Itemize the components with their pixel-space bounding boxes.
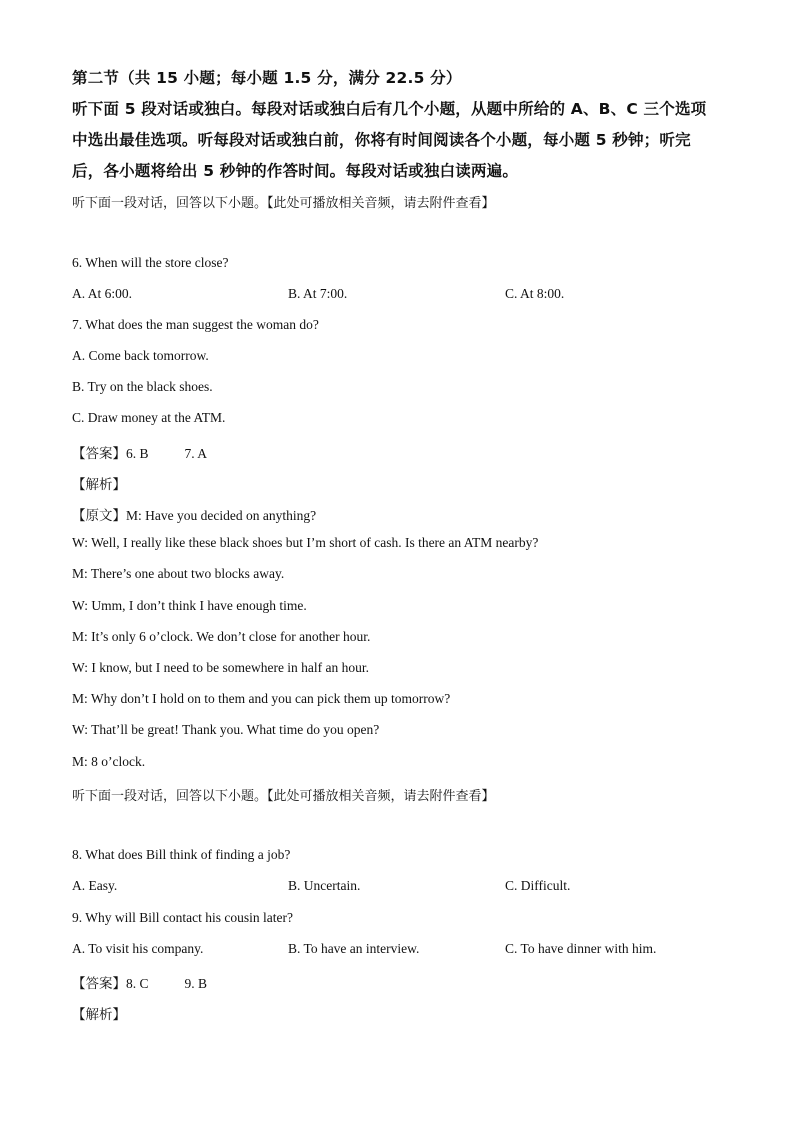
question-6-option-c: C. At 8:00. [505, 286, 565, 301]
dialogue-1-prompt: 听下面一段对话，回答以下小题。【此处可播放相关音频，请去附件查看】 [72, 196, 495, 211]
transcript-line-9: M: 8 o’clock. [72, 754, 146, 769]
question-7-option-b: B. Try on the black shoes. [72, 379, 213, 394]
question-7: 7. What does the man suggest the woman do? [72, 317, 319, 332]
question-7-option-c: C. Draw money at the ATM. [72, 410, 226, 425]
answer-9: 9. B [184, 976, 208, 991]
question-8-option-b: B. Uncertain. [288, 878, 361, 893]
question-8: 8. What does Bill think of finding a job? [72, 847, 291, 862]
question-9: 9. Why will Bill contact his cousin later? [72, 910, 293, 925]
question-8-option-a: A. Easy. [72, 878, 118, 893]
analysis-tag-1: 【解析】 [72, 477, 126, 493]
transcript-line-6: W: I know, but I need to be somewhere in half an hour. [72, 660, 370, 675]
transcript-text: M: Have you decided on anything? [126, 508, 317, 523]
answer-tag: 【答案】 [72, 446, 126, 462]
answer-8: 8. C [126, 976, 149, 991]
question-8-option-c: C. Difficult. [505, 878, 571, 893]
transcript-tag: 【原文】 [72, 508, 126, 524]
instruction-line-2: 中选出最佳选项。听每段对话或独白前，你将有时间阅读各个小题，每小题 5 秒钟；听完 [72, 131, 691, 149]
transcript-line-2: W: Well, I really like these black shoes but I’m short of cash. Is there an ATM nearby? [72, 535, 539, 550]
question-9-option-b: B. To have an interview. [288, 941, 420, 956]
question-9-option-a: A. To visit his company. [72, 941, 204, 956]
transcript-line-7: M: Why don’t I hold on to them and you can pick them up tomorrow? [72, 691, 451, 706]
transcript-line-5: M: It’s only 6 o’clock. We don’t close for another hour. [72, 629, 371, 644]
transcript-line-1 [72, 504, 316, 524]
section-header: 第二节（共 15 小题；每小题 1.5 分，满分 22.5 分） [72, 69, 462, 87]
instruction-line-3: 后，各小题将给出 5 秒钟的作答时间。每段对话或独白读两遍。 [72, 162, 519, 180]
answer-7: 7. A [184, 446, 208, 461]
answer-6: 6. B [126, 446, 149, 461]
question-9-option-c: C. To have dinner with him. [505, 941, 657, 956]
dialogue-2-prompt: 听下面一段对话，回答以下小题。【此处可播放相关音频，请去附件查看】 [72, 789, 495, 804]
transcript-line-4: W: Umm, I don’t think I have enough time. [72, 598, 307, 613]
answer-line-2 [72, 972, 207, 992]
question-6: 6. When will the store close? [72, 255, 229, 270]
transcript-line-3: M: There’s one about two blocks away. [72, 566, 285, 581]
question-6-option-a: A. At 6:00. [72, 286, 133, 301]
answer-line-1 [72, 442, 207, 462]
analysis-tag-2: 【解析】 [72, 1007, 126, 1023]
transcript-line-8: W: That’ll be great! Thank you. What time do you open? [72, 722, 380, 737]
question-7-option-a: A. Come back tomorrow. [72, 348, 209, 363]
answer-tag: 【答案】 [72, 976, 126, 992]
instruction-line-1: 听下面 5 段对话或独白。每段对话或独白后有几个小题，从题中所给的 A、B、C 三个选项 [72, 100, 707, 118]
question-6-option-b: B. At 7:00. [288, 286, 348, 301]
